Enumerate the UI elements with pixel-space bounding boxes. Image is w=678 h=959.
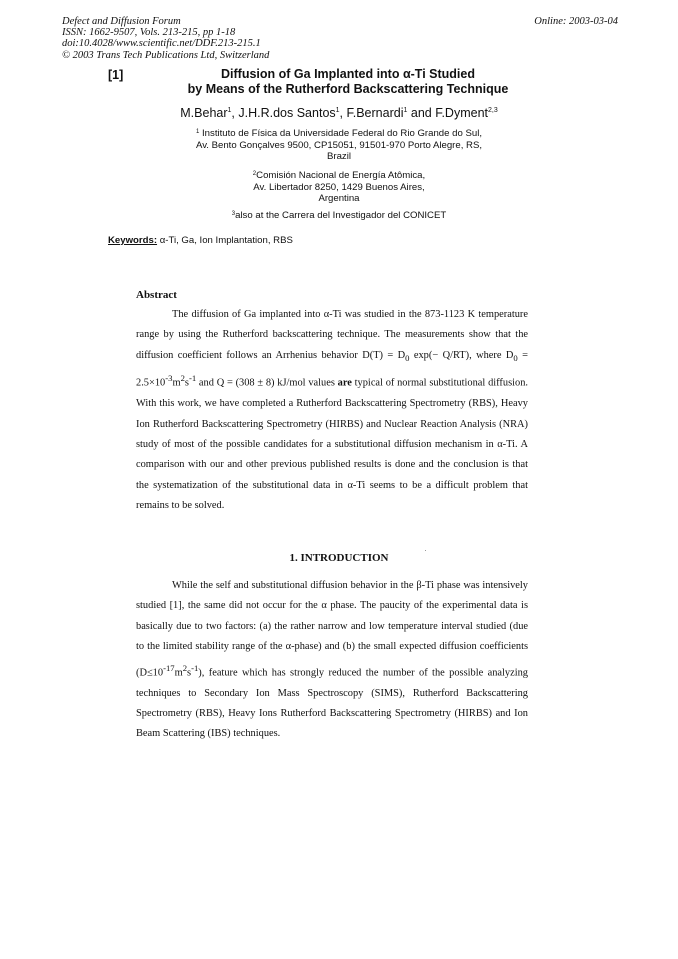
affiliation-sup: 1: [196, 129, 200, 135]
author-name: F.Bernardi: [346, 106, 404, 120]
title-line-2: by Means of the Rutherford Backscattering Technique: [187, 82, 509, 96]
affiliation-2: $^2$Comisión Nacional de Energía Atômica, Av. Libertador 8250, 1429 Buenos Aires, Argentina: [252, 170, 426, 205]
author-list: M.Behar$^1$, J.H.R.dos Santos$^1$, F.Bernardi$^1$ and F.Dyment$^{2,3}$: [180, 106, 498, 120]
affiliation-sup: 2: [252, 171, 257, 177]
author-sup: 1: [335, 106, 340, 114]
introduction-body: While the self and substitutional diffusion behavior in the β-Ti phase was intensively studied [1], the same did not occur for the α phase. The paucity of the experimental data is basically due to two factors: (a) the rather narrow and low temperature interval studied (due to the limited stability range of the α-phase) and (b) the small expected diffusion coefficients $(D\le 10^{-17}m^2s^{-1})$, feature which has strongly reduced the number of the possible analyzing techniques to Secondary Ion Mass Spectroscopy (SIMS), Rutherford Backscattering Spectrometry (RBS), Heavy Ions Rutherford Backscattering Spectrometry (HIRBS) and Ion Beam Scattering (IBS) techniques.: [136, 580, 528, 740]
reference-tag: [1]: [108, 68, 124, 82]
author-name: J.H.R.dos Santos: [238, 106, 336, 120]
affiliation-1: $^1$ Instituto de Física da Universidade Federal do Rio Grande do Sul, Av. Bento Gonçalves 9500, CP15051, 91501-970 Porto Alegre, RS, Brazil: [195, 128, 483, 163]
arrhenius-equation: $D(T) = D_0$ exp(− Q/RT): [362, 349, 470, 363]
author-name: M.Behar: [180, 106, 228, 120]
keywords-label: Keywords:: [108, 235, 158, 246]
journal-name: Defect and Diffusion Forum: [62, 16, 181, 27]
introduction-heading: 1. INTRODUCTION: [289, 552, 389, 564]
author-sup: 1: [227, 106, 232, 114]
keywords-text: α-Ti, Ga, Ion Implantation, RBS: [159, 235, 293, 246]
issn-line: ISSN: 1662-9507, Vols. 213-215, pp 1-18: [62, 27, 236, 39]
title-line-1: Diffusion of Ga Implanted into α-Ti Studied: [221, 67, 475, 81]
keywords-line: [108, 235, 293, 246]
paper-title: [128, 67, 568, 97]
abstract-body: The diffusion of Ga implanted into α-Ti was studied in the 873-1123 K temperature range by using the Rutherford backscattering technique. The measurements show that the diffusion coefficient follows an Arrhenius behavior $D(T) = D_0$ exp(− Q/RT), where $D_0 = 2.5\times 10^{-3}m^2s^{-1}$ and Q = (308 ± 8) kJ/mol values are typical of normal substitutional diffusion. With this work, we have completed a Rutherford Backscattering Spectrometry (RBS), Heavy Ion Rutherford Backscattering Spectrometry (HIRBS) and Nuclear Reaction Analysis (NRA) study of most of the possible candidates for a substitutional diffusion mechanism in α-Ti. A comparison with our and other previous published results is done and the conclusion is that the systematization of the substitutional data in α-Ti seems to be a difficult problem that remains to be solved.: [136, 309, 529, 512]
author-name: F.Dyment: [435, 106, 488, 120]
author-sup: 1: [403, 106, 408, 114]
scan-speck: [425, 550, 426, 551]
author-sup: 2,3: [488, 106, 498, 114]
journal-header: [62, 16, 618, 61]
online-date: Online: 2003-03-04: [534, 16, 618, 27]
affiliation-3: $^3$also at the Carrera del Investigador del CONICET: [231, 210, 447, 221]
copyright-line: © 2003 Trans Tech Publications Ltd, Switzerland: [62, 49, 270, 61]
doi-line: doi:10.4028/www.scientific.net/DDF.213-215.1: [62, 38, 261, 50]
abstract-heading: Abstract: [136, 289, 177, 301]
affiliation-sup: 3: [231, 211, 236, 217]
